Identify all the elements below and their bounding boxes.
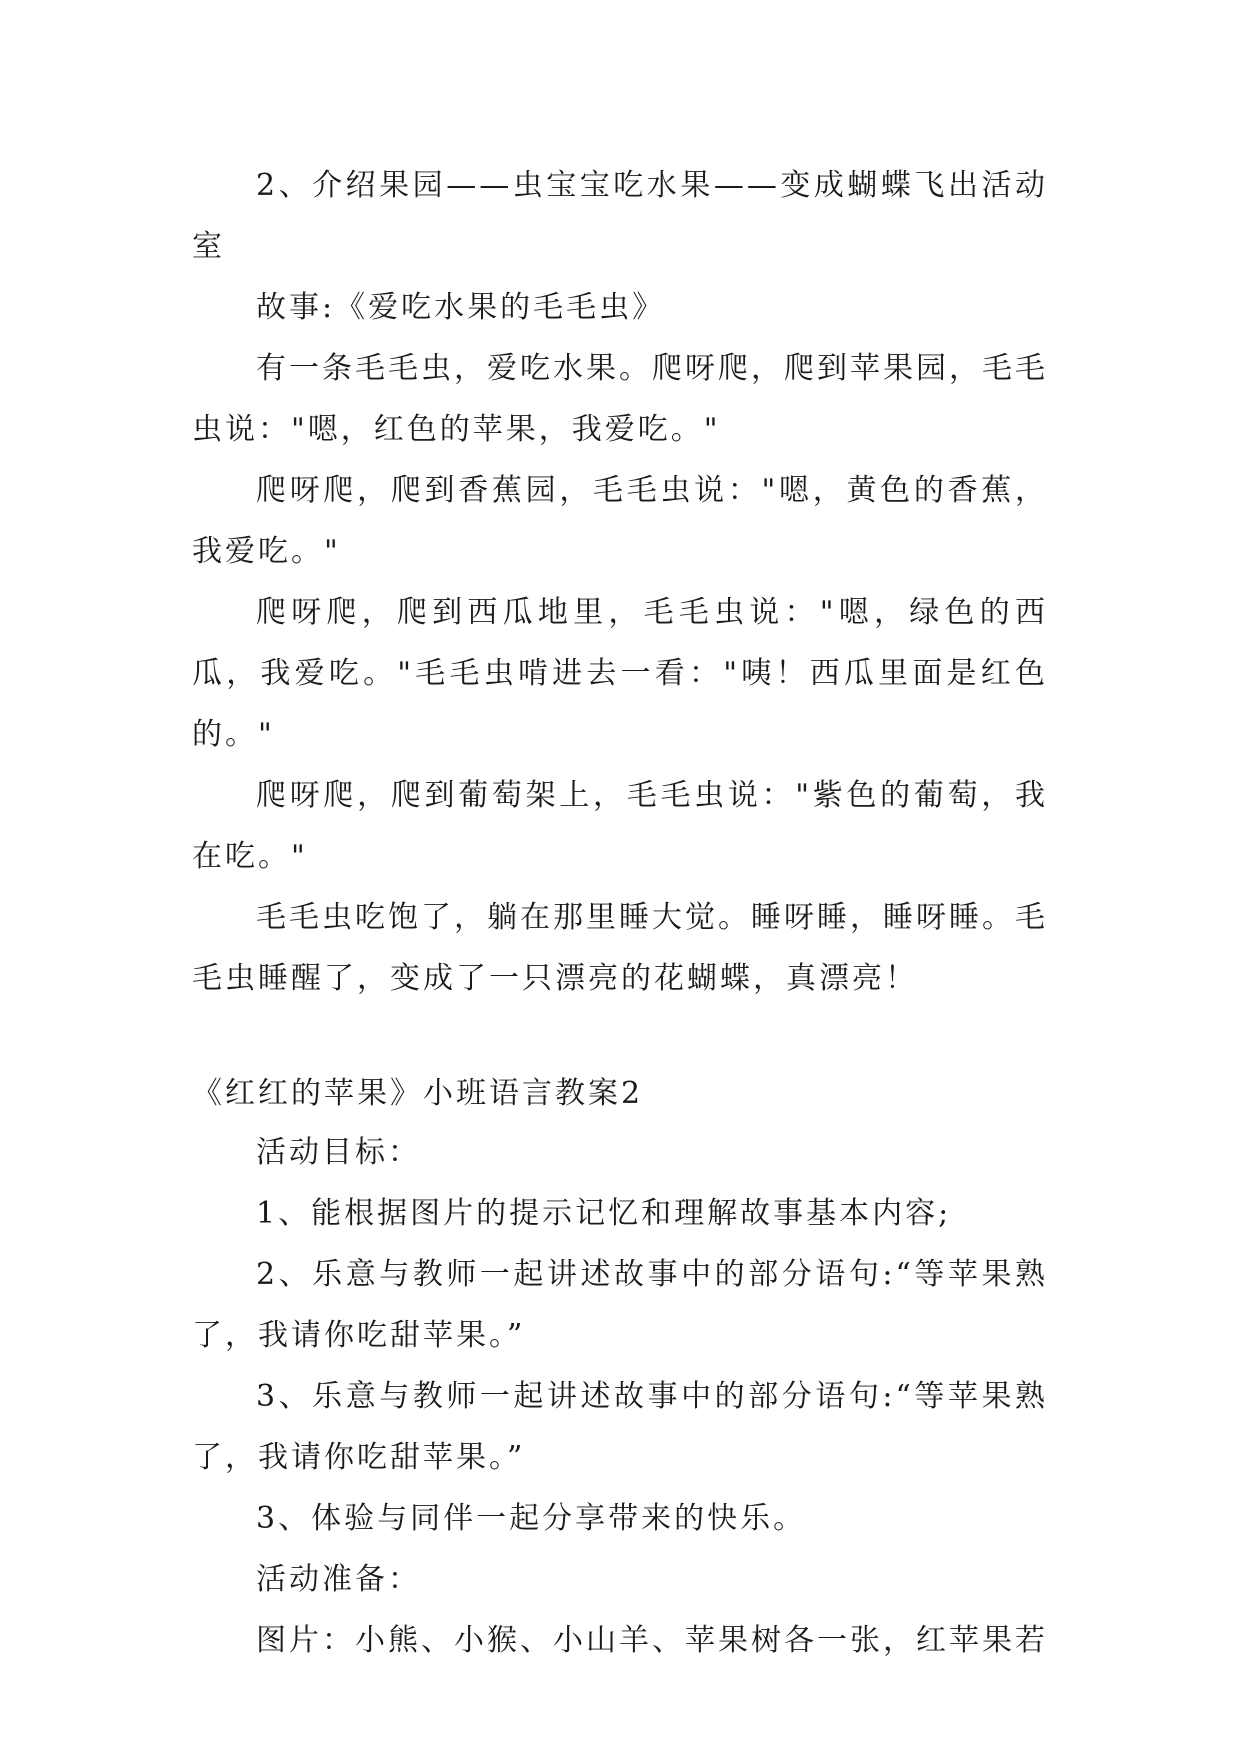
- paragraph: 2、介绍果园——虫宝宝吃水果——变成蝴蝶飞出活动室: [192, 168, 1048, 264]
- story-title: 故事:《爱吃水果的毛毛虫》: [256, 290, 666, 325]
- document-body: [192, 155, 1048, 1671]
- paragraph: 3、体验与同伴一起分享带来的快乐。: [256, 1501, 807, 1536]
- paragraph: 图片：小熊、小猴、小山羊、苹果树各一张，红苹果若: [256, 1623, 1048, 1658]
- section-title: 《红红的苹果》小班语言教案2: [192, 1076, 644, 1111]
- paragraph: 毛毛虫吃饱了，躺在那里睡大觉。睡呀睡，睡呀睡。毛毛虫睡醒了，变成了一只漂亮的花蝴蝶，真漂亮！: [192, 900, 1048, 996]
- paragraph: 3、乐意与教师一起讲述故事中的部分语句:“等苹果熟了，我请你吃甜苹果。”: [192, 1379, 1048, 1475]
- paragraph: 有一条毛毛虫，爱吃水果。爬呀爬，爬到苹果园，毛毛虫说："嗯，红色的苹果，我爱吃。": [192, 351, 1048, 447]
- paragraph: 1、能根据图片的提示记忆和理解故事基本内容;: [256, 1196, 952, 1231]
- paragraph: 2、乐意与教师一起讲述故事中的部分语句:“等苹果熟了，我请你吃甜苹果。”: [192, 1257, 1048, 1353]
- paragraph: 活动准备：: [256, 1562, 421, 1597]
- paragraph: 爬呀爬，爬到葡萄架上，毛毛虫说："紫色的葡萄，我在吃。": [192, 778, 1048, 874]
- paragraph: 爬呀爬，爬到香蕉园，毛毛虫说："嗯，黄色的香蕉，我爱吃。": [192, 473, 1048, 569]
- paragraph: 爬呀爬，爬到西瓜地里，毛毛虫说："嗯，绿色的西瓜，我爱吃。"毛毛虫啃进去一看："咦！西瓜里面是红色的。": [192, 595, 1048, 752]
- paragraph: 活动目标：: [256, 1135, 421, 1170]
